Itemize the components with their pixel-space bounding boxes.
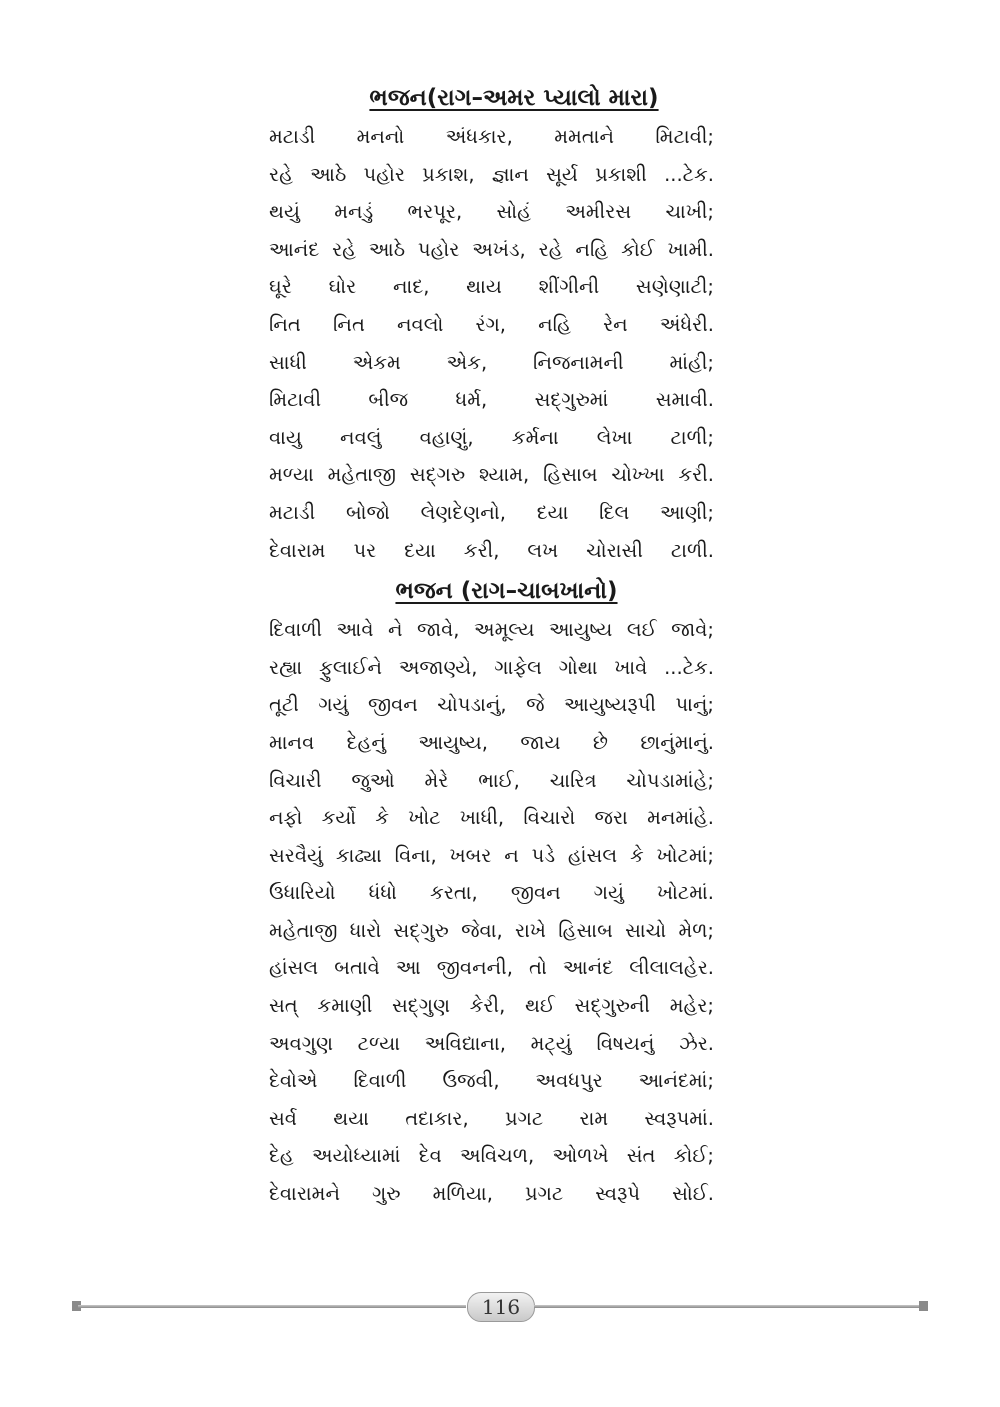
page-body — [269, 78, 714, 1213]
verse-line: દેવારામ પર દયા કરી, લખ ચોરાસી ટાળી. — [269, 538, 714, 562]
verse-line: નફો કર્યો કે ખોટ ખાધી, વિચારો જરા મનમાંહે. — [269, 806, 714, 830]
verse-line: દેહ અયોધ્યામાં દેવ અવિચળ, ઓળખે સંત કોઈ; — [269, 1144, 714, 1168]
page-number: 116 — [467, 1292, 535, 1322]
verse-line: વાયુ નવલું વહાણું, કર્મના લેખા ટાળી; — [269, 425, 714, 449]
verse-line: મટાડી મનનો અંધકાર, મમતાને મિટાવી; — [269, 125, 714, 148]
footer-rule-cap — [919, 1301, 928, 1311]
verse-line: દેવોએ દિવાળી ઉજવી, અવધપુર આનંદમાં; — [269, 1069, 714, 1093]
verse-line: દેવારામને ગુરુ મળિયા, પ્રગટ સ્વરૂપે સોઈ. — [269, 1182, 714, 1206]
page-footer — [72, 1292, 928, 1322]
verse-line: ઘૂરે ઘોર નાદ, થાય શીંગીની સણેણાટી; — [269, 275, 714, 299]
verse-line: આનંદ રહે આઠે પહોર અખંડ, રહે નહિ કોઈ ખામી. — [269, 237, 714, 261]
verse-line: થયું મનડું ભરપૂર, સોહં અમીરસ ચાખી; — [269, 200, 714, 224]
footer-rule — [78, 1305, 466, 1308]
verse-line: હાંસલ બતાવે આ જીવનની, તો આનંદ લીલાલહેર. — [269, 956, 714, 980]
verse-line: અવગુણ ટળ્યા અવિદ્યાના, મટ્યું વિષયનું ઝેર. — [269, 1031, 714, 1055]
verse-line: રહે આઠે પહોર પ્રકાશ, જ્ઞાન સૂર્ય પ્રકાશી ...ટેક. — [269, 162, 714, 186]
verse-line: દિવાળી આવે ને જાવે, અમૂલ્ય આયુષ્ય લઈ જાવે; — [269, 618, 714, 642]
verse-line: તૂટી ગયું જીવન ચોપડાનું, જે આયુષ્યરૂપી પાનું; — [269, 693, 714, 717]
verse-line: સત્ કમાણી સદ્ગુણ કેરી, થઈ સદ્ગુરુની મહેર; — [269, 994, 714, 1018]
verse-line: રહ્યા ફુલાઈને અજાણ્યે, ગાફેલ ગોથા ખાવે ...ટેક. — [269, 655, 714, 679]
verse-line: સરવૈયું કાઢ્યા વિના, ખબર ન પડે હાંસલ કે ખોટમાં; — [269, 843, 714, 867]
verse-line: મટાડી બોજો લેણદેણનો, દયા દિલ આણી; — [269, 500, 714, 524]
verse-line: મળ્યા મહેતાજી સદ્ગરુ શ્યામ, હિસાબ ચોખ્ખા કરી. — [269, 463, 714, 487]
verse-line: મિટાવી બીજ ધર્મ, સદ્ગુરુમાં સમાવી. — [269, 388, 714, 412]
footer-rule — [534, 1305, 922, 1308]
verse-line: નિત નિત નવલો રંગ, નહિ રેન અંધેરી. — [269, 312, 714, 336]
bhajan-title: ભજન (રાગ–ચાબખાનો) — [395, 578, 618, 605]
bhajan-title: ભજન(રાગ–અમર પ્યાલો મારા) — [369, 85, 659, 111]
verse-line: સર્વ થયા તદાકાર, પ્રગટ રામ સ્વરૂપમાં. — [269, 1106, 714, 1130]
verse-line: વિચારી જુઓ મેરે ભાઈ, ચારિત્ર ચોપડામાંહે; — [269, 768, 714, 792]
verse-line: માનવ દેહનું આયુષ્ય, જાય છે છાનુંમાનું. — [269, 730, 714, 754]
verse-line: ઉધારિયો ધંધો કરતા, જીવન ગયું ખોટમાં. — [269, 881, 714, 905]
verse-line: સાધી એકમ એક, નિજનામની માંહી; — [269, 350, 714, 374]
verse-line: મહેતાજી ધારો સદ્ગુરુ જેવા, રાખે હિસાબ સાચો મેળ; — [269, 918, 714, 942]
